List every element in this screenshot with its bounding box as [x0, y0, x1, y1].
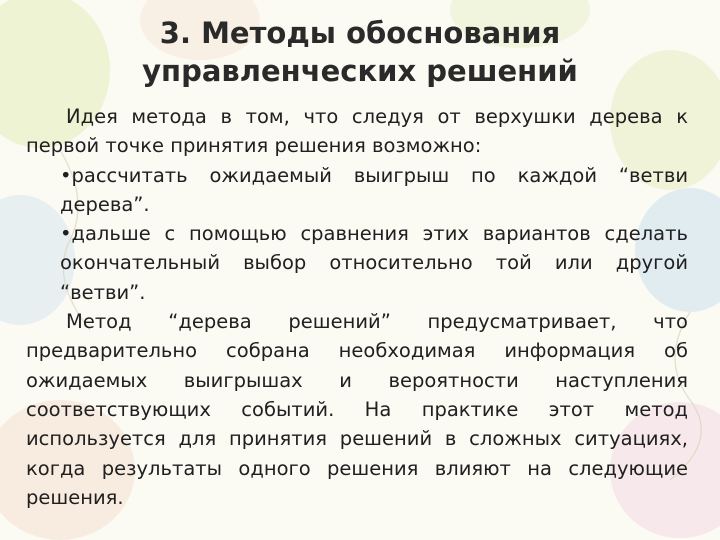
slide-body [26, 102, 688, 512]
bullet-item-1: •рассчитать ожидаемый выигрыш по каждой “ветви дерева”. [60, 163, 688, 216]
slide-title-line-1: 3. Методы обоснования [159, 16, 561, 50]
slide-title [60, 14, 660, 90]
method-paragraph: Метод “дерева решений” предусматривает, что предварительно собрана необходимая информация об ожидаемых выигрышах и вероятности наступления соответствующих событий. На практике этот метод используется для принятия решений в сложных ситуациях, когда результаты одного решения влияют на следующие решения. [26, 310, 688, 509]
intro-paragraph: Идея метода в том, что следуя от верхушки дерева к первой точке принятия решения возможно: [26, 105, 688, 158]
bullet-item-2: •дальше с помощью сравнения этих вариантов сделать окончательный выбор относительно той или другой “ветви”. [60, 222, 688, 304]
slide-title-line-2: управленческих решений [142, 54, 578, 88]
